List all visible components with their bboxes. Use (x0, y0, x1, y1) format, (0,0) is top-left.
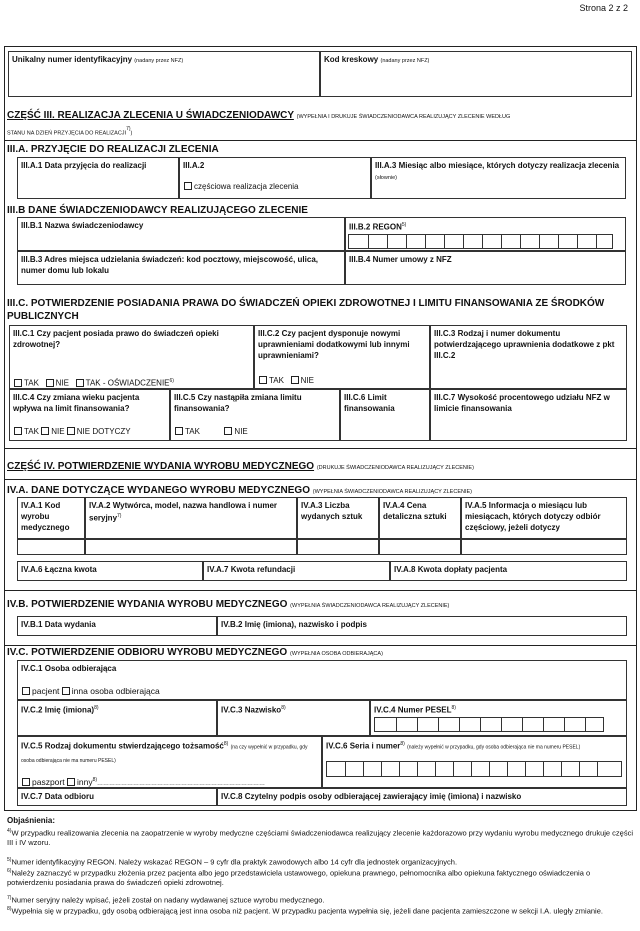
footnote-7-text: Numer seryjny należy wpisać, jeżeli został on nadany wydawanej sztuce wyrobu medycznego. (11, 895, 325, 905)
c4-options (14, 427, 131, 437)
barcode-label: Kod kreskowy (324, 55, 379, 64)
iii-c5-label: III.C.5 Czy nastąpiła zmiana limitu finansowania? (174, 393, 302, 413)
footnote-8-marker: 8) (7, 906, 12, 912)
iv-c7-label: IV.C.7 Data odbioru (21, 792, 95, 801)
partial-months-header (461, 497, 627, 539)
c1-recipient-options (22, 686, 160, 696)
c1-options (14, 376, 174, 389)
issue-date-field[interactable] (17, 616, 217, 636)
recipient-first-name-field[interactable] (17, 700, 217, 736)
device-maker-input[interactable] (85, 539, 297, 555)
device-maker-header (85, 497, 297, 539)
c4-tak-label: TAK (24, 427, 39, 436)
footnote-6-marker: 6) (7, 868, 12, 874)
unit-price-header (379, 497, 461, 539)
iv-a2-sup: 7) (117, 513, 122, 519)
c1-sup: 6) (169, 378, 174, 384)
iii-b4-label: III.B.4 Numer umowy z NFZ (349, 255, 452, 264)
c1-nie-checkbox[interactable] (46, 379, 54, 387)
recipient-type-field (17, 660, 627, 700)
iv-c2-label: IV.C.2 Imię (imiona) (21, 705, 95, 715)
document-number-boxes[interactable] (326, 761, 622, 777)
c1-tak-checkbox[interactable] (14, 379, 22, 387)
part4c-title: IV.C. POTWIERDZENIE ODBIORU WYROBU MEDYCZNEGO (7, 647, 288, 658)
months-field[interactable] (371, 157, 626, 199)
recipient-patient-label: pacjent (32, 686, 60, 696)
other-document-sup: 8) (92, 777, 98, 783)
part4-heading (7, 460, 474, 475)
c5-tak-label: TAK (185, 427, 200, 436)
footnote-7 (7, 894, 635, 905)
part3-note2: STANU NA DZIEŃ PRZYJĘCIA DO REALIZACJI (7, 130, 127, 137)
recipient-signature-field[interactable] (217, 788, 627, 806)
refund-amount-field[interactable] (203, 561, 390, 581)
total-amount-field[interactable] (17, 561, 203, 581)
divider (4, 448, 637, 449)
device-code-input[interactable] (17, 539, 85, 555)
barcode-note: (nadany przez NFZ) (380, 58, 430, 64)
c4-nie-label: NIE (51, 427, 65, 436)
iii-b1-label: III.B.1 Nazwa świadczeniodawcy (21, 221, 144, 230)
other-document-checkbox[interactable] (67, 778, 75, 786)
iv-a5-label: IV.A.5 Informacja o miesiącu lub miesiącach, których dotyczy odbiór częściowy, jeżeli dotyczy (465, 501, 601, 532)
part4-title: CZĘŚĆ IV. POTWIERDZENIE WYDANIA WYROBU MEDYCZNEGO (7, 461, 315, 472)
part4b-note: (WYPEŁNIA ŚWIADCZENIODAWCA REALIZUJĄCY ZLECENIE) (290, 603, 450, 609)
c4-nd-checkbox[interactable] (67, 427, 75, 435)
recipient-last-name-field[interactable] (217, 700, 370, 736)
c5-nie-checkbox[interactable] (224, 427, 232, 435)
part3a-title: III.A. PRZYJĘCIE DO REALIZACJI ZLECENIA (7, 144, 219, 155)
partial-realization-option[interactable] (184, 182, 299, 192)
footnote-6 (7, 867, 635, 888)
page-number: Strona 2 z 2 (579, 3, 628, 13)
iv-c3-label: IV.C.3 Nazwisko (221, 705, 282, 715)
iii-b2-label: III.B.2 REGON (349, 222, 402, 232)
iv-b1-label: IV.B.1 Data wydania (21, 620, 96, 629)
c4-nd-label: NIE DOTYCZY (76, 427, 131, 436)
footnote-8-text: Wypełnia się w przypadku, gdy osobą odbierającą jest inna osoba niż pacjent. W przypadku pacjenta wypełnia się, jeżeli dane pacjenta zamieszczone w sekcji I.A. uległy zmianie. (11, 906, 603, 916)
iv-a2-label: IV.A.2 Wytwórca, model, nazwa handlowa i numer seryjny (89, 501, 278, 523)
c1-tak-label: TAK (24, 378, 39, 388)
partial-months-input[interactable] (461, 539, 627, 555)
iv-a6-label: IV.A.6 Łączna kwota (21, 565, 97, 574)
iii-b3-label: III.B.3 Adres miejsca udzielania świadczeń: kod pocztowy, miejscowość, ulica, numer domu lub lokalu (21, 255, 318, 275)
iv-a8-label: IV.A.8 Kwota dopłaty pacjenta (394, 565, 508, 574)
nfz-share-field[interactable] (430, 389, 627, 441)
c5-nie-label: NIE (234, 427, 248, 436)
partial-realization-checkbox[interactable] (184, 182, 192, 190)
iv-c3-sup: 8) (281, 705, 286, 711)
iii-a2-label: III.A.2 (183, 161, 205, 170)
iv-c6-label: IV.C.6 Seria i numer (326, 741, 401, 751)
footnote-6-text: Należy zaznaczyć w przypadku złożenia przez pacjenta albo jego przedstawiciela ustawowego, opiekuna prawnego, pełnomocnika albo opiekuna faktycznego oświadczenia o potwierdzeniu posiadania prawa do świadczeń opieki zdrowotnej. (7, 868, 591, 887)
footnote-5-text: Numer identyfikacyjny REGON. Należy wskazać REGON – 9 cyfr dla praktyk zawodowych albo 14 cyfr dla jednostek organizacyjnych. (11, 857, 458, 867)
iii-c2-label: III.C.2 Czy pacjent dysponuje nowymi uprawnieniami dodatkowymi lub innymi uprawnieniami? (258, 329, 410, 360)
iv-a4-label: IV.A.4 Cena detaliczna sztuki (383, 501, 447, 521)
recipient-other-checkbox[interactable] (62, 687, 70, 695)
part3c-title: III.C. POTWIERDZENIE POSIADANIA PRAWA DO ŚWIADCZEŃ OPIEKI ZDROWOTNEJ I LIMITU FINANSOWANIA ZE ŚRODKÓW PUBLICZNYCH (7, 298, 605, 322)
document-number-field[interactable] (322, 736, 627, 788)
funding-limit-field[interactable] (340, 389, 430, 441)
recipient-patient-checkbox[interactable] (22, 687, 30, 695)
device-code-header (17, 497, 85, 539)
c4-nie-checkbox[interactable] (41, 427, 49, 435)
id-label: Unikalny numer identyfikacyjny (12, 55, 133, 64)
provider-address-field[interactable] (17, 251, 345, 285)
iv-c6-sup: 8) (400, 741, 405, 747)
iv-a7-label: IV.A.7 Kwota refundacji (207, 565, 296, 574)
iii-a3-label: III.A.3 Miesiąc albo miesiące, których dotyczy realizacja zlecenia (375, 161, 620, 170)
iii-a1-label: III.A.1 Data przyjęcia do realizacji (21, 161, 147, 170)
quantity-input[interactable] (297, 539, 379, 555)
iii-a3-note: (słownie) (375, 175, 398, 181)
iv-c1-label: IV.C.1 Osoba odbierająca (21, 664, 117, 673)
part3-note1: (WYPEŁNIA I DRUKUJE ŚWIADCZENIODAWCA REALIZUJĄCY ZLECENIE WEDŁUG (296, 114, 511, 120)
part3-title: CZĘŚĆ III. REALIZACJA ZLECENIA U ŚWIADCZENIODAWCY (7, 110, 294, 121)
iii-b2-sup: 5) (401, 222, 407, 228)
age-change-field (9, 389, 170, 441)
identity-document-field (17, 736, 322, 788)
id-field[interactable] (8, 51, 320, 97)
iii-c3-label: III.C.3 Rodzaj i numer dokumentu potwierdzającego uprawnienia dodatkowe z pkt III.C.2 (434, 329, 615, 360)
footnote-4-text: W przypadku realizowania zlecenia na zaopatrzenie w wyroby medyczne częściami świadczeniodawca realizujący zlecenie każdorazowo przy wydaniu wyrobu medycznego drukuje części III i IV wzoru. (7, 828, 633, 847)
footnote-8 (7, 905, 635, 916)
iv-b2-label: IV.B.2 Imię (imiona), nazwisko i podpis (221, 620, 367, 629)
nfz-contract-field[interactable] (345, 251, 626, 285)
c5-document-options (22, 775, 265, 789)
c1-oswiadczenie-checkbox[interactable] (76, 379, 84, 387)
divider (4, 590, 637, 591)
c5-tak-checkbox[interactable] (175, 427, 183, 435)
regon-boxes[interactable] (348, 234, 613, 249)
iii-c1-label: III.C.1 Czy pacjent posiada prawo do świadczeń opieki zdrowotnej? (13, 329, 219, 349)
part4c-heading (7, 646, 383, 661)
footnote-5-marker: 5) (7, 857, 12, 863)
part4b-heading (7, 598, 449, 613)
footnotes-title: Objaśnienia: (7, 816, 56, 825)
divider (4, 140, 637, 141)
recipient-pesel-field[interactable] (370, 700, 627, 736)
part3-heading (7, 110, 632, 139)
part3-note-end: ) (130, 130, 133, 137)
id-note: (nadany przez NFZ) (134, 58, 184, 64)
other-document-dots: ………………………………………………………………………… (97, 780, 266, 787)
entitlement-field (9, 325, 254, 389)
other-document-label: inny (76, 776, 93, 787)
c5-options (175, 427, 248, 437)
regon-field[interactable] (345, 217, 626, 251)
extra-rights-field (254, 325, 430, 389)
c2-nie-checkbox[interactable] (291, 376, 299, 384)
provider-name-field[interactable] (17, 217, 345, 251)
patient-copay-field[interactable] (390, 561, 627, 581)
quantity-header (297, 497, 379, 539)
part4a-title: IV.A. DANE DOTYCZĄCE WYDANEGO WYROBU MEDYCZNEGO (7, 485, 310, 496)
receipt-date-field[interactable] (17, 788, 217, 806)
footnote-4 (7, 827, 635, 848)
limit-change-field (170, 389, 340, 441)
date-received-field[interactable] (17, 157, 179, 199)
iv-c5-label: IV.C.5 Rodzaj dokumentu stwierdzającego tożsamość (21, 741, 224, 751)
barcode-field[interactable] (320, 51, 632, 97)
pesel-boxes[interactable] (374, 717, 604, 732)
iv-c4-label: IV.C.4 Numer PESEL (374, 705, 452, 715)
footnote-4-marker: 4) (7, 828, 12, 834)
c2-nie-label: NIE (300, 376, 314, 385)
passport-checkbox[interactable] (22, 778, 30, 786)
part3-note-sup: 7) (126, 126, 131, 132)
partial-realization-field (179, 157, 371, 199)
part4c-note: (WYPEŁNIA OSOBA ODBIERAJĄCA) (289, 651, 383, 657)
partial-realization-label: częściowa realizacja zlecenia (194, 182, 299, 191)
iv-c4-sup: 8) (451, 705, 456, 711)
issuer-signature-field[interactable] (217, 616, 627, 636)
unit-price-input[interactable] (379, 539, 461, 555)
iv-c2-sup: 8) (94, 705, 99, 711)
extra-rights-document-field[interactable] (430, 325, 627, 389)
iii-c7-label: III.C.7 Wysokość procentowego udziału NFZ w limicie finansowania (434, 393, 610, 413)
part4-note: (DRUKUJE ŚWIADCZENIODAWCA REALIZUJĄCY ZLECENIE) (316, 465, 474, 471)
c1-nie-label: NIE (55, 378, 69, 388)
part3b-title: III.B DANE ŚWIADCZENIODAWCY REALIZUJĄCEGO ZLECENIE (7, 205, 308, 216)
iii-c4-label: III.C.4 Czy zmiana wieku pacjenta wpływa na limit finansowania? (13, 393, 140, 413)
footnote-5 (7, 856, 635, 867)
footnote-7-marker: 7) (7, 895, 12, 901)
c1-oswiadczenie-label: TAK - OŚWIADCZENIE (85, 378, 170, 388)
iv-c6-note: (należy wypełnić w przypadku, gdy osoba odbierająca nie ma numeru PESEL) (407, 744, 581, 751)
iv-a3-label: IV.A.3 Liczba wydanych sztuk (301, 501, 363, 521)
iv-c5-note: (na czy wypełnić w przypadku, gdy osoba odbierająca nie ma numeru PESEL) (21, 744, 308, 764)
part4b-title: IV.B. POTWIERDZENIE WYDANIA WYROBU MEDYCZNEGO (7, 599, 288, 610)
divider (4, 479, 637, 480)
c2-tak-label: TAK (269, 376, 284, 385)
iv-c8-label: IV.C.8 Czytelny podpis osoby odbierającej zawierający imię (imiona) i nazwisko (221, 792, 522, 801)
iii-c6-label: III.C.6 Limit finansowania (344, 393, 395, 413)
c2-tak-checkbox[interactable] (259, 376, 267, 384)
iv-a1-label: IV.A.1 Kod wyrobu medycznego (21, 501, 70, 532)
part4a-note: (WYPEŁNIA ŚWIADCZENIODAWCA REALIZUJĄCY ZLECENIE) (312, 489, 472, 495)
passport-label: paszport (32, 776, 65, 787)
iv-c5-sup: 8) (223, 741, 229, 747)
c4-tak-checkbox[interactable] (14, 427, 22, 435)
recipient-other-label: inna osoba odbierająca (71, 686, 160, 696)
c2-options (259, 376, 314, 386)
